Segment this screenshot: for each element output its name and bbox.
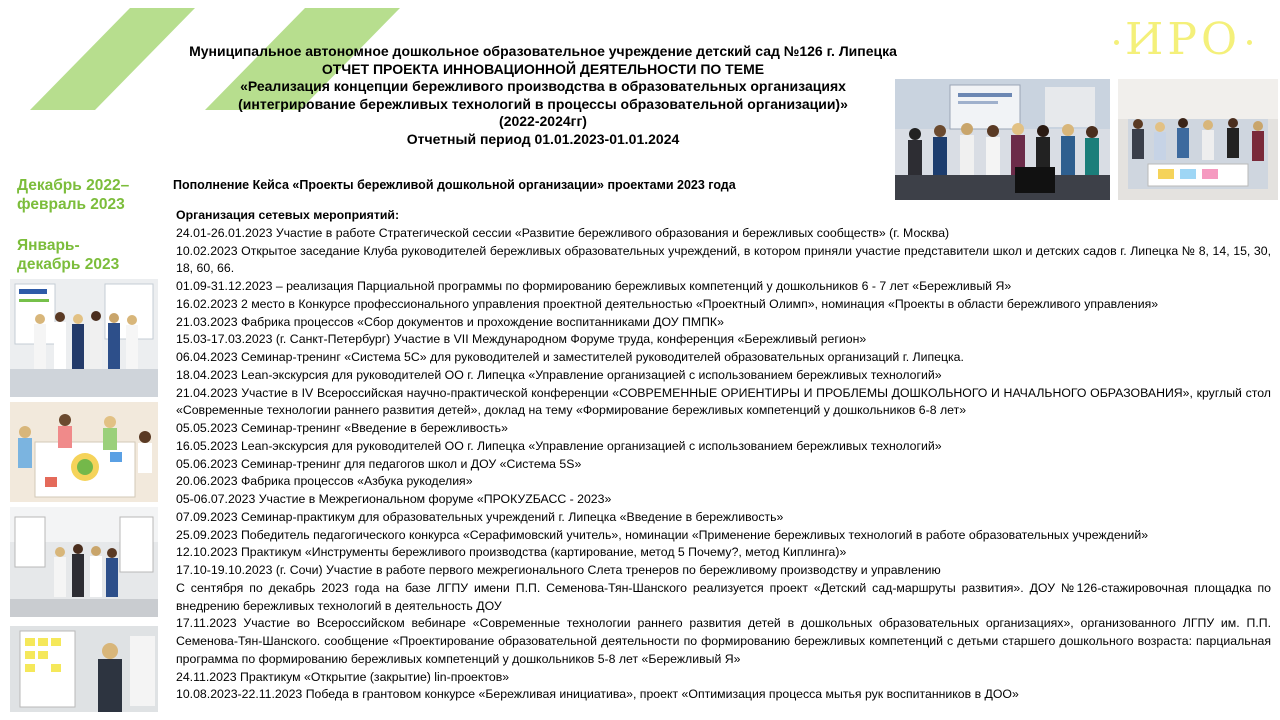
case-subtitle: Пополнение Кейса «Проекты бережливой дошкольной организации» проектами 2023 года [173, 178, 736, 192]
photo-workshop-room [1118, 79, 1278, 200]
photo-conference-group [895, 79, 1110, 200]
iro-logo [1108, 14, 1258, 66]
photo-rosatom-group [10, 279, 158, 397]
list-item: 24.01-26.01.2023 Участие в работе Стратегической сессии «Развитие бережливого образования и бережливых сообществ» (г. Москва) [176, 225, 950, 240]
list-item: 05-06.07.2023 Участие в Межрегиональном форуме «ПРОКУZБАСС - 2023» [176, 492, 612, 506]
list-item: С сентября по декабрь 2023 года на базе ЛГПУ имени П.П. Семенова-Тян-Шанского реализуется проект «Детский сад-маршруты развития». ДОУ №126-стажировочная площадка по внедрению бережливых технологий в деятельность ДОУ [176, 580, 1271, 613]
list-item: 15.03-17.03.2023 (г. Санкт-Петербург) Участие в VII Международном Форуме труда, конференция «Бережливый регион» [176, 332, 867, 347]
list-item: 21.03.2023 Фабрика процессов «Сбор документов и прохождение воспитанниками ДОУ ПМПК» [176, 314, 724, 329]
period-dec2022-feb2023 [17, 176, 129, 214]
header-topic-line1: «Реализация концепции бережливого производства в образовательных организациях [240, 78, 846, 95]
list-item: 17.10-19.10.2023 (г. Сочи) Участие в работе первого межрегионального Слета тренеров по бережливому производству и управлению [176, 563, 941, 577]
header-institution: Муниципальное автономное дошкольное образовательное учреждение детский сад №126 г. Липецка [189, 43, 897, 59]
photo-presenter-board [10, 626, 158, 712]
list-item: 21.04.2023 Участие в IV Всероссийская научно-практической конференции «СОВРЕМЕННЫЕ ОРИЕНТИРЫ И ПРОБЛЕМЫ ДОШКОЛЬНОГО И НАЧАЛЬНОГО ОБРАЗОВАНИЯ», круглый стол «Современные технологии раннего развития детей», доклад на тему «Формирование бережливых компетенций у дошкольников 6-8 лет» [176, 385, 1271, 418]
report-header [120, 43, 966, 149]
photo-training-session [10, 507, 158, 617]
events-list [176, 207, 1271, 704]
list-item: 17.11.2023 Участие во Всероссийском вебинаре «Современные технологии раннего развития детей в дошкольных образовательных организациях», организованного ЛГПУ им. П.П. Семенова-Тян-Шанского. сообщение «Проектирование образовательной деятельности по формированию бережливых компетенций с детьми старшего дошкольного возраста: парциальная программа по формированию бережливых компетенций у дошкольников 5-8 лет «Бережливый Я» [176, 616, 1271, 666]
list-item: 16.05.2023 Lean-экскурсия для руководителей ОО г. Липецка «Управление организацией с использованием бережливых технологий» [176, 438, 942, 453]
list-item: 18.04.2023 Lean-экскурсия для руководителей ОО г. Липецка «Управление организацией с использованием бережливых технологий» [176, 367, 942, 382]
header-topic-line2: (интегрирование бережливых технологий в процессы образовательной организации)» [238, 95, 848, 112]
period-label-line1: Декабрь 2022– [17, 177, 130, 194]
list-item: 07.09.2023 Семинар-практикум для образовательных учреждений г. Липецка «Введение в бережливость» [176, 509, 784, 524]
list-item: 20.06.2023 Фабрика процессов «Азбука рукоделия» [176, 474, 473, 489]
list-item: 24.11.2023 Практикум «Открытие (закрытие) lin-проектов» [176, 669, 510, 684]
logo-text: ИРО [1124, 14, 1242, 65]
list-item: 06.04.2023 Семинар-тренинг «Система 5С» для руководителей и заместителей руководителей образовательных организаций г. Липецка. [176, 350, 964, 364]
list-item: 01.09-31.12.2023 – реализация Парциальной программы по формированию бережливых компетенций у дошкольников 6 - 7 лет «Бережливый Я» [176, 279, 1012, 293]
period-jan-dec2023 [17, 236, 119, 274]
list-item: 05.06.2023 Семинар-тренинг для педагогов школ и ДОУ «Система 5S» [176, 456, 582, 471]
list-item: 16.02.2023 2 место в Конкурсе профессионального управления проектной деятельностью «Проектный Олимп», номинация «Проекты в области бережливого управления» [176, 296, 1159, 311]
events-heading: Организация сетевых мероприятий: [176, 208, 400, 222]
list-item: 25.09.2023 Победитель педагогического конкурса «Серафимовский учитель», номинации «Применение бережливых технологий в работе образовательных учреждений» [176, 527, 1149, 542]
header-report-title: ОТЧЕТ ПРОЕКТА ИННОВАЦИОННОЙ ДЕЯТЕЛЬНОСТИ ПО ТЕМЕ [321, 60, 765, 77]
period-label-line2: февраль 2023 [17, 196, 125, 213]
header-years: (2022-2024гг) [499, 113, 587, 130]
list-item: 05.05.2023 Семинар-тренинг «Введение в бережливость» [176, 421, 508, 435]
list-item: 12.10.2023 Практикум «Инструменты бережливого производства (картирование, метод 5 Почему?, метод Киплинга)» [176, 545, 847, 560]
list-item: 10.08.2023-22.11.2023 Победа в грантовом конкурсе «Бережливая инициатива», проект «Оптимизация процесса мытья рук воспитанников в ДОО» [176, 687, 1019, 702]
list-item: 10.02.2023 Открытое заседание Клуба руководителей бережливых образовательных учреждений, в котором приняли участие представители школ и детских садов г. Липецка № 8, 14, 15, 30, 18, 60, 66. [176, 243, 1271, 276]
period-label-line1: Январь- [17, 237, 80, 254]
photo-children-activity [10, 402, 158, 502]
period-label-line2: декабрь 2023 [17, 256, 120, 273]
header-reporting-period: Отчетный период 01.01.2023-01.01.2024 [406, 130, 680, 147]
